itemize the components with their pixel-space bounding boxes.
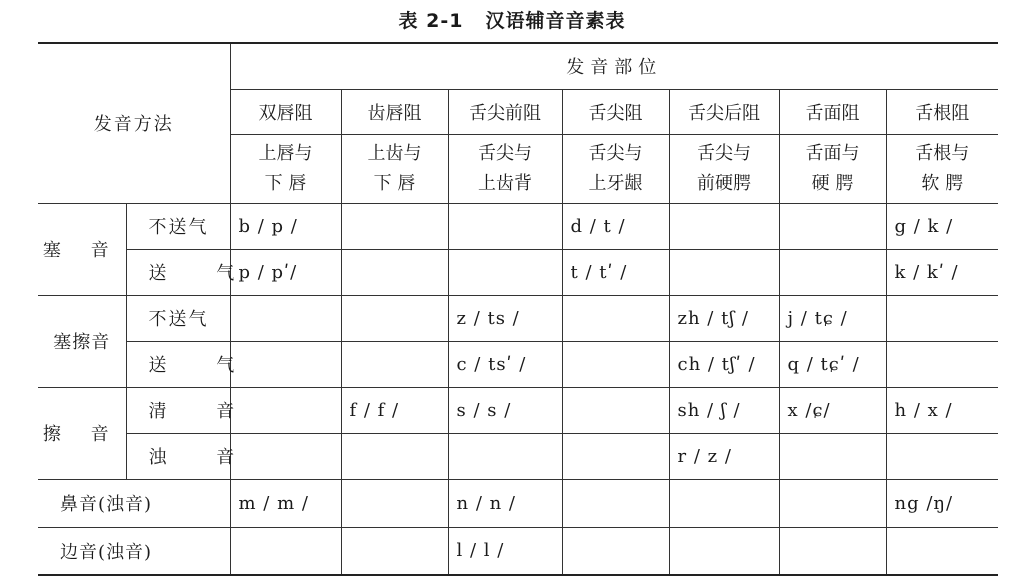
table-title: 汉语辅音音素表 (485, 10, 626, 32)
cell-s: s / s / (448, 387, 562, 433)
cell-empty (562, 341, 669, 387)
cell-j: j / tɕ / (779, 295, 886, 341)
cell-q: q / tɕʹ / (779, 341, 886, 387)
cell-t: t / tʹ / (562, 249, 669, 295)
cell-empty (341, 479, 448, 527)
cell-n: n / n / (448, 479, 562, 527)
cell-empty (341, 433, 448, 479)
header-row-group (38, 43, 998, 89)
row-stop-unaspirated (38, 203, 998, 249)
cell-empty (562, 433, 669, 479)
cell-p: p / pʹ/ (230, 249, 341, 295)
cell-empty (886, 527, 998, 575)
cell-empty (341, 341, 448, 387)
group-stop: 塞 音 (38, 203, 126, 295)
cell-d: d / t / (562, 203, 669, 249)
row-affricate-unaspirated (38, 295, 998, 341)
cell-empty (562, 479, 669, 527)
cell-h: h / x / (886, 387, 998, 433)
cell-empty (341, 203, 448, 249)
row-stop-aspirated (38, 249, 998, 295)
cell-ng: ng /ŋ/ (886, 479, 998, 527)
organ-velar: 舌根与 软 腭 (886, 134, 998, 203)
cell-empty (779, 527, 886, 575)
cell-empty (448, 433, 562, 479)
label-lateral: 边音(浊音) (38, 527, 230, 575)
group-fricative: 擦 音 (38, 387, 126, 479)
cell-empty (779, 479, 886, 527)
organ-retroflex: 舌尖与 前硬腭 (669, 134, 779, 203)
cell-empty (562, 527, 669, 575)
cell-ch: ch / tʃʹ / (669, 341, 779, 387)
place-bilabial: 双唇阻 (230, 89, 341, 134)
place-dental: 舌尖前阻 (448, 89, 562, 134)
cell-b: b / p / (230, 203, 341, 249)
cell-k: k / kʹ / (886, 249, 998, 295)
organ-dental: 舌尖与 上齿背 (448, 134, 562, 203)
label-stop-aspirated: 送 气 (126, 249, 230, 295)
label-fricative-voiced: 浊 音 (126, 433, 230, 479)
manner-header: 发音方法 (38, 43, 230, 203)
cell-empty (886, 433, 998, 479)
label-affricate-aspirated: 送 气 (126, 341, 230, 387)
cell-l: l / l / (448, 527, 562, 575)
place-labiodental: 齿唇阻 (341, 89, 448, 134)
row-lateral (38, 527, 998, 575)
cell-empty (669, 479, 779, 527)
cell-empty (448, 249, 562, 295)
cell-empty (562, 387, 669, 433)
cell-c: c / tsʹ / (448, 341, 562, 387)
cell-z: z / ts / (448, 295, 562, 341)
place-retroflex: 舌尖后阻 (669, 89, 779, 134)
cell-empty (669, 527, 779, 575)
cell-empty (341, 249, 448, 295)
label-nasal: 鼻音(浊音) (38, 479, 230, 527)
consonant-table (38, 42, 998, 576)
cell-f: f / f / (341, 387, 448, 433)
organ-bilabial: 上唇与 下 唇 (230, 134, 341, 203)
table-caption (0, 6, 1024, 33)
cell-empty (562, 295, 669, 341)
place-velar: 舌根阻 (886, 89, 998, 134)
place-palatal: 舌面阻 (779, 89, 886, 134)
row-fricative-voiced (38, 433, 998, 479)
row-nasal (38, 479, 998, 527)
table-number: 表 2-1 (398, 10, 464, 32)
label-stop-unaspirated: 不送气 (126, 203, 230, 249)
row-fricative-voiceless (38, 387, 998, 433)
label-fricative-voiceless: 清 音 (126, 387, 230, 433)
cell-empty (779, 203, 886, 249)
cell-empty (341, 295, 448, 341)
organ-alveolar: 舌尖与 上牙龈 (562, 134, 669, 203)
cell-empty (341, 527, 448, 575)
cell-empty (669, 249, 779, 295)
cell-zh: zh / tʃ / (669, 295, 779, 341)
label-affricate-unaspirated: 不送气 (126, 295, 230, 341)
organ-palatal: 舌面与 硬 腭 (779, 134, 886, 203)
cell-empty (230, 295, 341, 341)
cell-sh: sh / ʃ / (669, 387, 779, 433)
cell-empty (669, 203, 779, 249)
cell-empty (886, 341, 998, 387)
cell-empty (779, 433, 886, 479)
place-alveolar: 舌尖阻 (562, 89, 669, 134)
cell-r: r / z / (669, 433, 779, 479)
cell-m: m / m / (230, 479, 341, 527)
cell-g: g / k / (886, 203, 998, 249)
row-affricate-aspirated (38, 341, 998, 387)
organ-labiodental: 上齿与 下 唇 (341, 134, 448, 203)
cell-x: x /ɕ/ (779, 387, 886, 433)
place-group-header: 发音部位 (230, 43, 998, 89)
group-affricate: 塞擦音 (38, 295, 126, 387)
cell-empty (448, 203, 562, 249)
cell-empty (230, 527, 341, 575)
cell-empty (886, 295, 998, 341)
cell-empty (779, 249, 886, 295)
